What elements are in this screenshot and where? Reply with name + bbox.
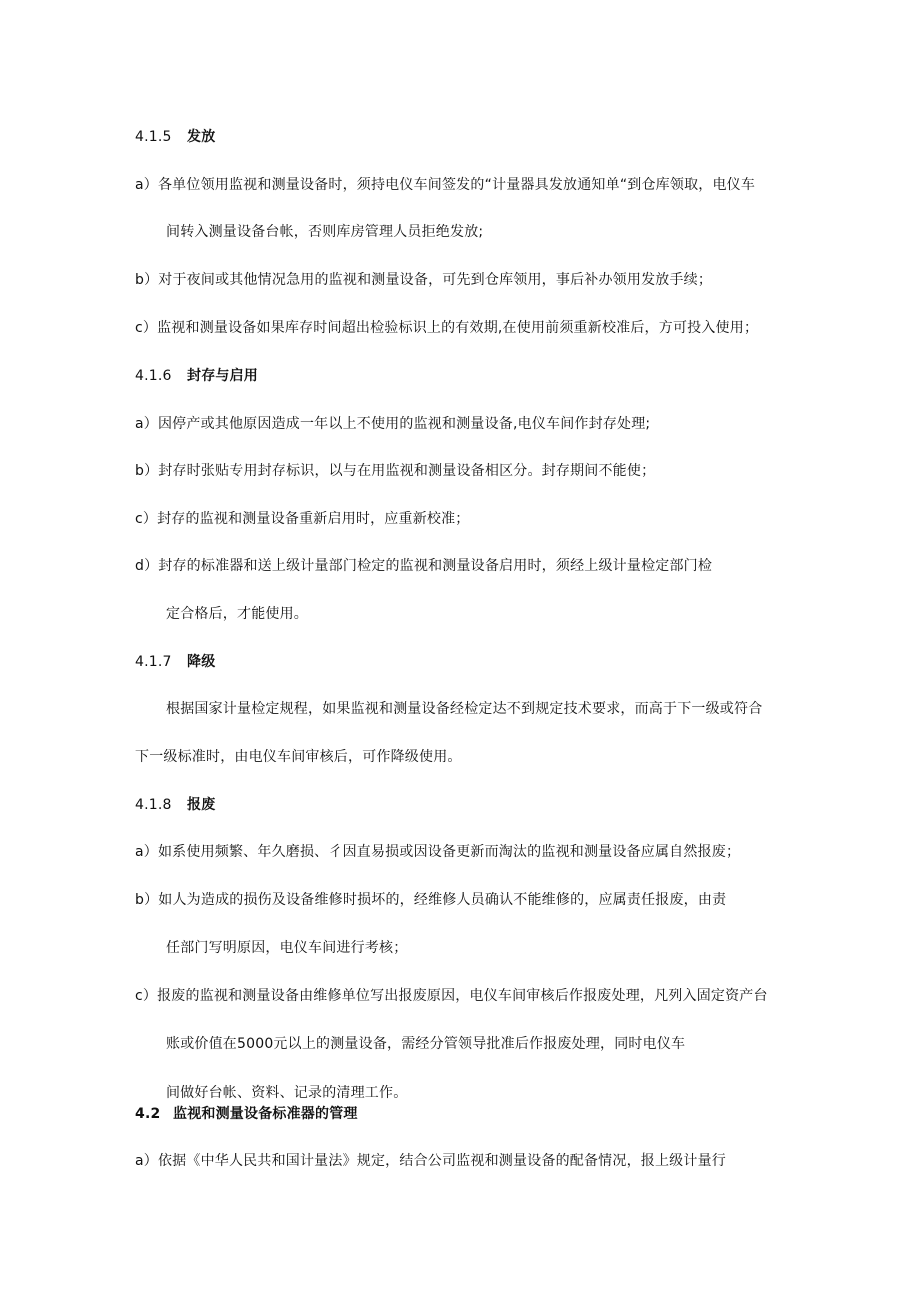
section-title: 发放 [187, 129, 216, 145]
paragraph-line: c）封存的监视和测量设备重新启用时，应重新校准； [135, 511, 470, 527]
paragraph-line: b）对于夜间或其他情况急用的监视和测量设备，可先到仓库领用，事后补办领用发放手续； [135, 272, 713, 288]
section-heading-4-1-5 [135, 127, 215, 147]
section-title: 降级 [187, 654, 216, 670]
section-number: 4.2 [135, 1106, 161, 1122]
section-heading-4-2 [135, 1104, 358, 1124]
paragraph-line: c）监视和测量设备如果库存时间超出检验标识上的有效期,在使用前须重新校准后，方可投入使用； [135, 320, 759, 336]
paragraph-line: a）依据《中华人民共和国计量法》规定，结合公司监视和测量设备的配备情况，报上级计量行 [135, 1153, 726, 1169]
paragraph-line: 任部门写明原因，电仪车间进行考核； [166, 940, 408, 956]
paragraph-line: 下一级标准时，由电仪车间审核后，可作降级使用。 [135, 749, 462, 765]
section-heading-4-1-7 [135, 652, 215, 672]
paragraph-line: a）如系使用频繁、年久磨损、彳因直易损或因设备更新而淘汰的监视和测量设备应属自然报废； [135, 844, 741, 860]
paragraph-line: 间转入测量设备台帐，否则库房管理人员拒绝发放; [166, 224, 484, 240]
section-heading-4-1-8 [135, 795, 215, 815]
paragraph-line: a）各单位领用监视和测量设备时，须持电仪车间签发的“计量器具发放通知单“到仓库领取，电仪车 [135, 177, 756, 193]
section-title: 监视和测量设备标准器的管理 [173, 1106, 358, 1122]
section-number: 4.1.5 [135, 129, 172, 145]
section-number: 4.1.7 [135, 654, 172, 670]
section-title: 封存与启用 [187, 368, 258, 384]
paragraph-line: d）封存的标准器和送上级计量部门检定的监视和测量设备启用时，须经上级计量检定部门检 [135, 558, 713, 574]
paragraph-line: 根据国家计量检定规程，如果监视和测量设备经检定达不到规定技术要求，而高于下一级或符合 [166, 701, 763, 717]
paragraph-line: c）报废的监视和测量设备由维修单位写出报废原因，电仪车间审核后作报废处理，凡列入固定资产台 [135, 988, 768, 1004]
paragraph-line: b）如人为造成的损伤及设备维修时损坏的，经维修人员确认不能维修的，应属责任报废，由责 [135, 892, 727, 908]
paragraph-line: 间做好台帐、资料、记录的清理工作。 [166, 1085, 408, 1101]
paragraph-line: 账或价值在5000元以上的测量设备，需经分管领导批准后作报废处理，同时电仪车 [166, 1036, 686, 1052]
section-number: 4.1.8 [135, 797, 172, 813]
section-title: 报废 [187, 797, 216, 813]
paragraph-line: a）因停产或其他原因造成一年以上不使用的监视和测量设备,电仪车间作封存处理; [135, 416, 651, 432]
paragraph-line: 定合格后，才能使用。 [166, 606, 308, 622]
paragraph-line: b）封存时张贴专用封存标识，以与在用监视和测量设备相区分。封存期间不能使； [135, 463, 656, 479]
section-number: 4.1.6 [135, 368, 172, 384]
section-heading-4-1-6 [135, 366, 258, 386]
